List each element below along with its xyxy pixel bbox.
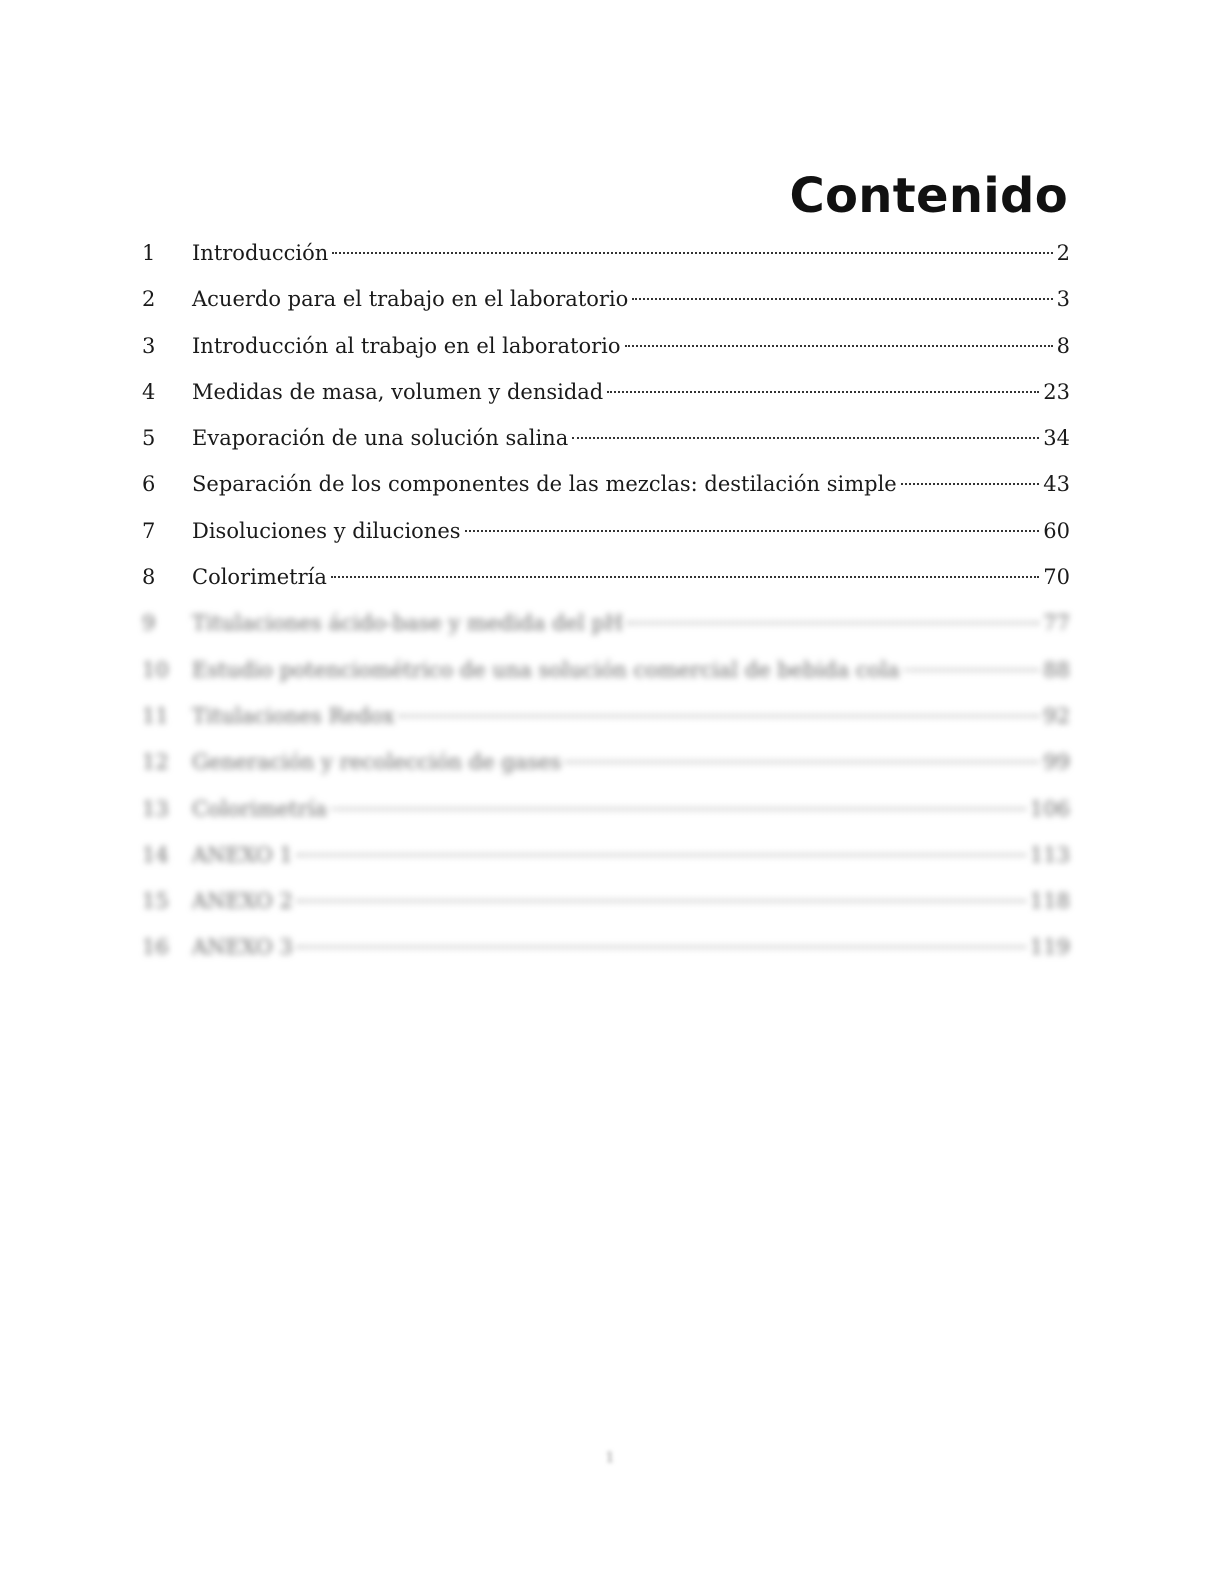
toc-entry-page: 92 — [1043, 703, 1070, 728]
toc-entry-number: 8 — [142, 565, 156, 590]
toc-dot-leader — [632, 298, 1052, 300]
toc-dot-leader — [399, 715, 1040, 717]
toc-entry[interactable] — [140, 420, 1070, 466]
toc-entry[interactable] — [140, 328, 1070, 374]
toc-entry-title: Titulaciones Redox — [192, 703, 395, 728]
toc-entry-page: 43 — [1043, 472, 1070, 497]
toc-entry-page: 77 — [1043, 611, 1070, 636]
toc-dot-leader — [607, 391, 1039, 393]
toc-entry[interactable] — [140, 698, 1070, 744]
toc-dot-leader — [627, 622, 1039, 624]
toc-entry-title: ANEXO 3 — [192, 935, 293, 960]
page-number: 1 — [605, 1450, 615, 1466]
toc-entry-title: Acuerdo para el trabajo en el laboratorio — [192, 287, 629, 312]
toc-entry-title: Estudio potenciométrico de una solución comercial de bebida cola — [192, 657, 900, 682]
toc-entry-number: 4 — [142, 379, 156, 404]
toc-entry-number: 10 — [142, 657, 169, 682]
toc-entry-page: 119 — [1029, 935, 1070, 960]
toc-dot-leader — [332, 252, 1052, 254]
toc-entry-title: Titulaciones ácido-base y medida del pH — [192, 611, 624, 636]
toc-dot-leader — [297, 854, 1026, 856]
toc-entry-page: 106 — [1029, 796, 1070, 821]
toc-entry[interactable] — [140, 791, 1070, 837]
toc-entry-title: ANEXO 2 — [192, 889, 293, 914]
toc-entry[interactable] — [140, 281, 1070, 327]
toc-entry[interactable] — [140, 374, 1070, 420]
toc-entry-number: 6 — [142, 472, 156, 497]
toc-entry[interactable] — [140, 513, 1070, 559]
toc-entry[interactable] — [140, 605, 1070, 651]
toc-entry-page: 2 — [1056, 241, 1070, 265]
toc-entry[interactable] — [140, 652, 1070, 698]
toc-entry-title: Generación y recolección de gases — [192, 750, 562, 775]
toc-entry[interactable] — [140, 883, 1070, 929]
toc-dot-leader — [297, 946, 1026, 948]
table-of-contents — [140, 235, 1070, 976]
toc-entry-title: Disoluciones y diluciones — [192, 518, 461, 543]
toc-dot-leader — [904, 669, 1040, 671]
toc-entry-page: 34 — [1043, 426, 1070, 451]
toc-entry-title: Introducción al trabajo en el laboratorio — [192, 333, 621, 358]
toc-entry[interactable] — [140, 559, 1070, 605]
toc-entry[interactable] — [140, 235, 1070, 281]
toc-entry-number: 13 — [142, 796, 169, 821]
toc-entry-page: 23 — [1043, 379, 1070, 404]
toc-entry-page: 3 — [1056, 287, 1070, 312]
toc-dot-leader — [565, 761, 1039, 763]
toc-entry-number: 11 — [142, 703, 169, 728]
toc-dot-leader — [331, 576, 1039, 578]
toc-entry-number: 2 — [142, 287, 156, 312]
toc-entry-number: 14 — [142, 842, 169, 867]
toc-entry-number: 7 — [142, 518, 156, 543]
toc-entry-title: Introducción — [192, 241, 329, 265]
toc-dot-leader — [572, 437, 1039, 439]
toc-entry-number: 12 — [142, 750, 169, 775]
toc-entry-title: Separación de los componentes de las mezclas: destilación simple — [192, 472, 897, 497]
toc-entry[interactable] — [140, 929, 1070, 975]
toc-entry-page: 60 — [1043, 518, 1070, 543]
toc-entry-number: 3 — [142, 333, 156, 358]
toc-entry[interactable] — [140, 744, 1070, 790]
toc-entry-number: 1 — [142, 241, 156, 265]
toc-entry-number: 9 — [142, 611, 156, 636]
toc-entry-number: 5 — [142, 426, 156, 451]
toc-entry-title: Medidas de masa, volumen y densidad — [192, 379, 604, 404]
toc-entry-page: 70 — [1043, 565, 1070, 590]
toc-title: Contenido — [789, 168, 1068, 224]
toc-dot-leader — [901, 483, 1040, 485]
toc-entry[interactable] — [140, 466, 1070, 512]
toc-entry-title: Colorimetría — [192, 565, 327, 590]
toc-entry-title: Colorimetría — [192, 796, 327, 821]
toc-dot-leader — [625, 345, 1053, 347]
toc-entry-title: ANEXO 1 — [192, 842, 293, 867]
toc-entry-page: 113 — [1029, 842, 1070, 867]
toc-dot-leader — [331, 808, 1026, 810]
toc-entry-page: 118 — [1029, 889, 1070, 914]
toc-dot-leader — [297, 900, 1026, 902]
toc-entry-number: 15 — [142, 889, 169, 914]
toc-entry-page: 99 — [1043, 750, 1070, 775]
toc-entry-page: 88 — [1043, 657, 1070, 682]
toc-entry[interactable] — [140, 837, 1070, 883]
toc-entry-number: 16 — [142, 935, 169, 960]
toc-dot-leader — [465, 530, 1040, 532]
toc-entry-page: 8 — [1056, 333, 1070, 358]
toc-entry-title: Evaporación de una solución salina — [192, 426, 569, 451]
